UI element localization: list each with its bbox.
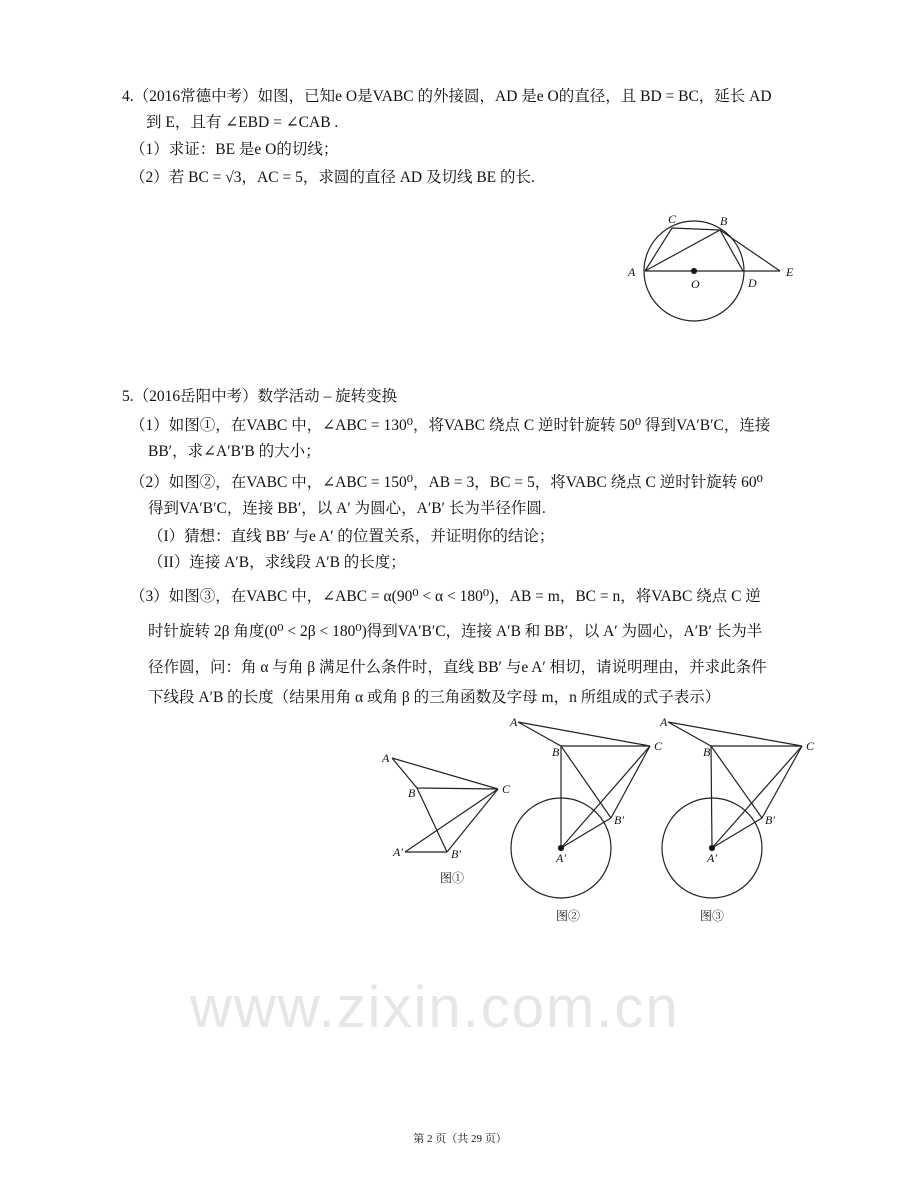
label-b: B (552, 745, 560, 759)
label-a: A (382, 751, 390, 765)
figure-3 (659, 715, 815, 923)
q5-title: 5.（2016岳阳中考）数学活动 – 旋转变换 (122, 388, 398, 405)
figure-1 (381, 751, 511, 885)
label-c: C (668, 212, 677, 226)
label-c: C (502, 782, 511, 796)
label-d: D (748, 276, 757, 290)
q5-part-3-cont-1: 时针旋转 2β 角度(0⁰ < 2β < 180⁰)得到VA′B′C，连接 A′B 和 BB′，以 A′ 为圆心，A′B′ 长为半 (148, 623, 763, 640)
page-footer: 第 2 页（共 29 页） (413, 1133, 507, 1145)
label-b-prime: B′ (765, 813, 775, 827)
label-a-prime: A′ (556, 851, 566, 865)
q5-part-2-i: （I）猜想：直线 BB′ 与e A′ 的位置关系，并证明你的结论； (148, 528, 555, 545)
label-b: B (720, 214, 728, 228)
label-b: B (408, 786, 416, 800)
label-b-prime: B′ (451, 847, 461, 861)
label-b-prime: B′ (614, 813, 624, 827)
q5-part-1-cont: BB′，求∠A′B′B 的大小； (148, 443, 321, 460)
line-be (720, 230, 780, 271)
q4-line-2: 到 E，且有 ∠EBD = ∠CAB . (146, 114, 339, 131)
q5-part-3-cont-3: 下线段 A′B 的长度（结果用角 α 或角 β 的三角函数及字母 m，n 所组成的式子表示） (148, 689, 721, 706)
label-a-prime: A′ (393, 845, 403, 859)
label-a: A (660, 715, 668, 729)
q5-part-3: （3）如图③，在VABC 中，∠ABC = α(90⁰ < α < 180⁰)，AB = m，BC = n，将VABC 绕点 C 逆 (130, 588, 761, 605)
q4-figure (627, 212, 794, 321)
figure-2 (509, 715, 663, 923)
label-a: A (510, 715, 518, 729)
label-o: O (691, 277, 700, 291)
q4-line-1: 4.（2016常德中考）如图，已知e O是VABC 的外接圆，AD 是e O的直径，且 BD = BC，延长 AD (122, 88, 772, 105)
q4-part-1: （1）求证：BE 是e O的切线； (130, 141, 339, 158)
watermark: www.zixin.com.cn (190, 975, 680, 1040)
label-a-prime: A′ (707, 851, 717, 865)
q5-part-1: （1）如图①，在VABC 中，∠ABC = 130⁰，将VABC 绕点 C 逆时针旋转 50⁰ 得到VA′B′C，连接 (130, 417, 771, 434)
label-e: E (786, 265, 794, 279)
q4-part-2: （2）若 BC = √3，AC = 5，求圆的直径 AD 及切线 BE 的长. (130, 169, 535, 186)
q5-part-2-ii: （II）连接 A′B，求线段 A′B 的长度； (148, 554, 406, 571)
q5-part-3-cont-2: 径作圆，问：角 α 与角 β 满足什么条件时，直线 BB′ 与e A′ 相切，请说明理由，并求此条件 (148, 659, 767, 676)
q5-part-2-cont: 得到VA′B′C，连接 BB′，以 A′ 为圆心，A′B′ 长为半径作圆. (148, 500, 546, 517)
caption-fig-1: 图① (440, 871, 465, 885)
label-a: A (628, 265, 636, 279)
label-b: B (703, 745, 711, 759)
triangle-abc (645, 228, 720, 271)
label-c: C (654, 739, 663, 753)
label-c: C (806, 739, 815, 753)
caption-fig-3: 图③ (700, 909, 725, 923)
caption-fig-2: 图② (556, 909, 581, 923)
q5-part-2: （2）如图②，在VABC 中，∠ABC = 150⁰，AB = 3，BC = 5，将VABC 绕点 C 逆时针旋转 60⁰ (130, 474, 763, 491)
center-point (692, 269, 697, 274)
